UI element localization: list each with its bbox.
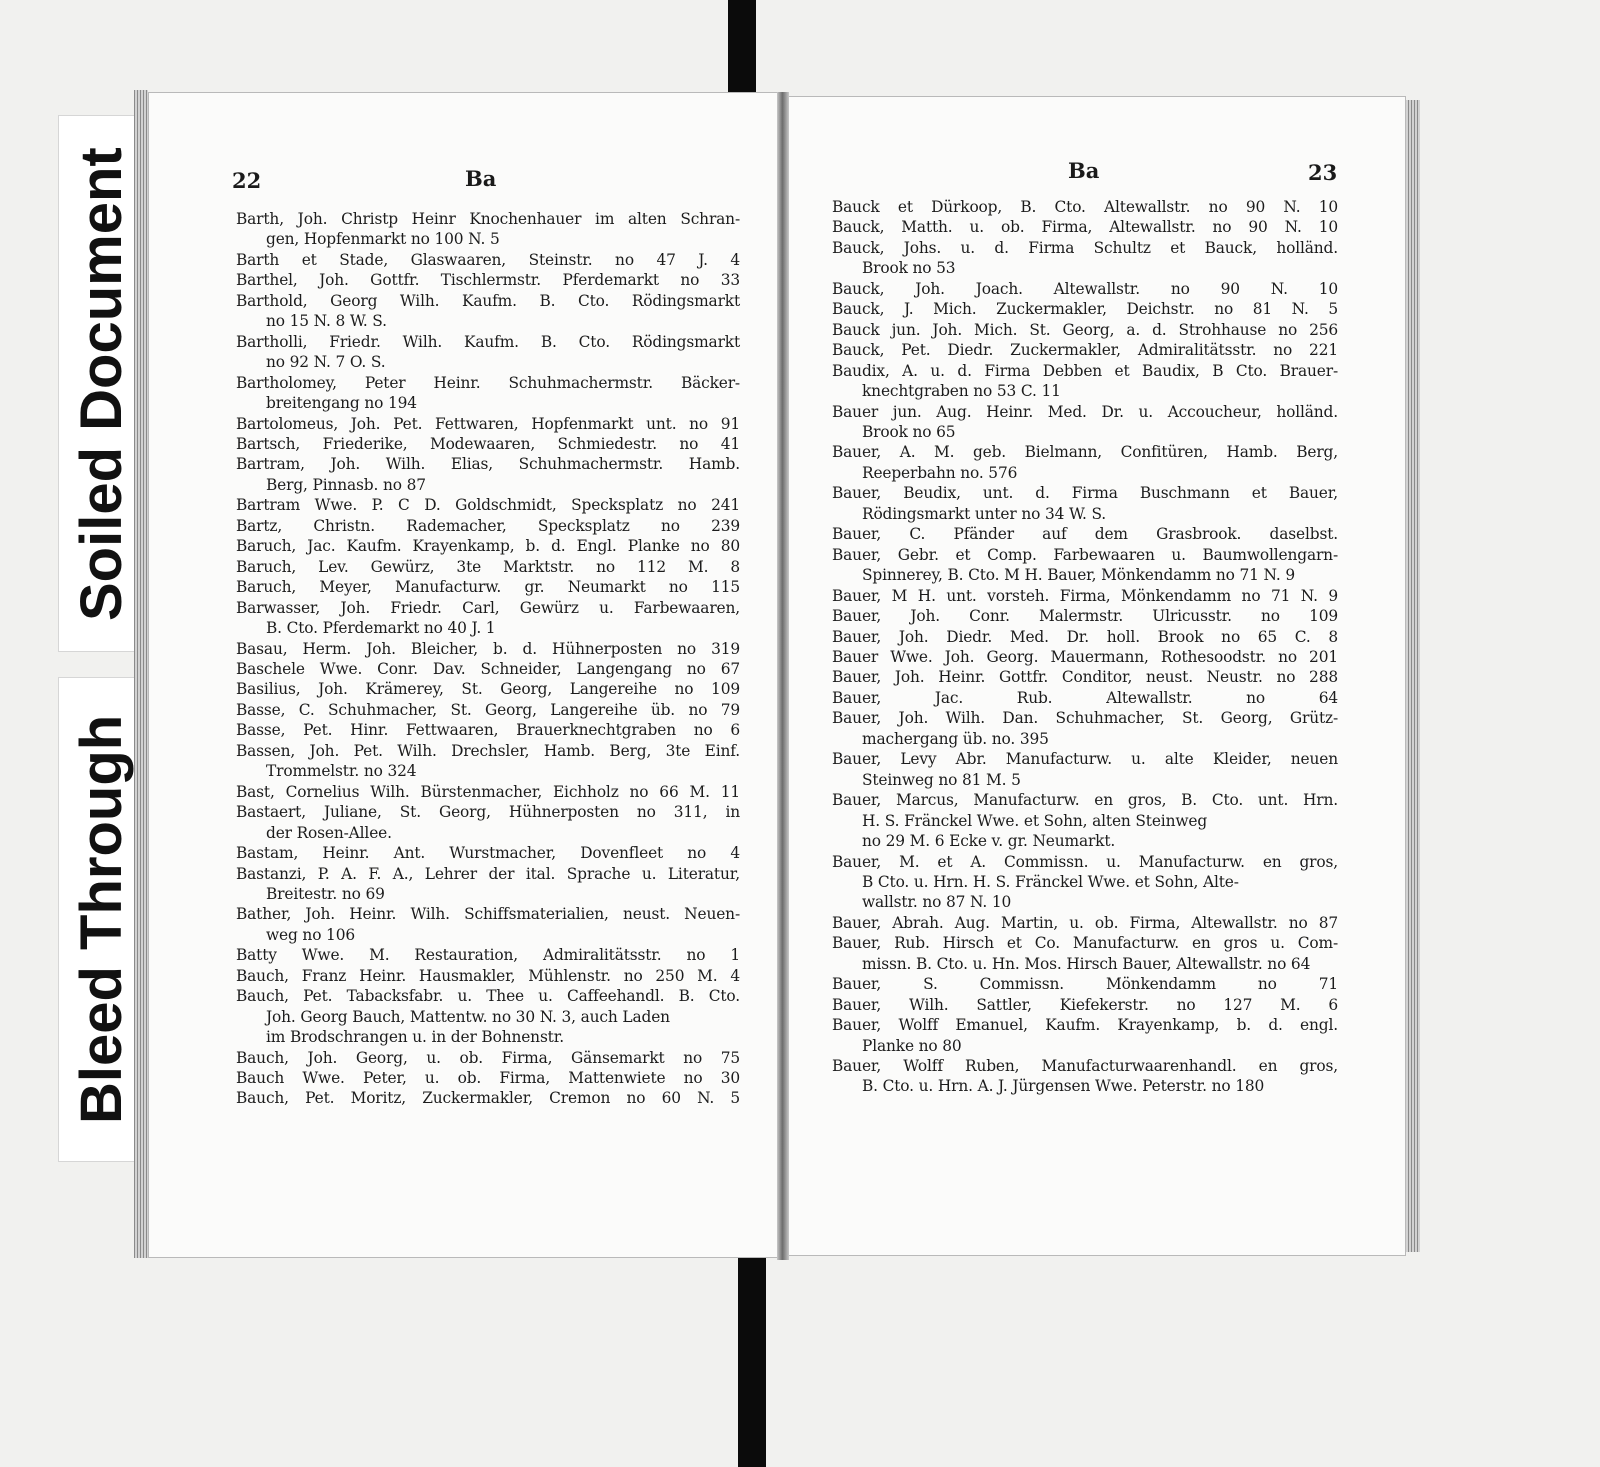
directory-entry-line: Bartholomey, Peter Heinr. Schuhmachermstr. Bäcker- bbox=[236, 373, 740, 392]
directory-entry-line: Bauer, Marcus, Manufacturw. en gros, B. Cto. unt. Hrn. bbox=[832, 791, 1338, 810]
entry-continuation-line: Steinweg no 81 M. 5 bbox=[862, 770, 1021, 789]
directory-entry-line: Bauch, Joh. Georg, u. ob. Firma, Gänsemarkt no 75 bbox=[236, 1048, 740, 1067]
directory-entry-line: Bauer, Joh. Conr. Malermstr. Ulricusstr. no 109 bbox=[832, 607, 1338, 626]
entry-continuation-line: missn. B. Cto. u. Hn. Mos. Hirsch Bauer, Altewallstr. no 64 bbox=[862, 954, 1311, 973]
directory-entry-line: Bauer, Joh. Diedr. Med. Dr. holl. Brook no 65 C. 8 bbox=[832, 627, 1338, 646]
directory-entry-line: Bauck et Dürkoop, B. Cto. Altewallstr. no 90 N. 10 bbox=[832, 198, 1338, 216]
bleed-through-text: Bleed Through bbox=[69, 714, 134, 1124]
directory-entry-line: Bauer, Wolff Emanuel, Kaufm. Krayenkamp, b. d. engl. bbox=[832, 1016, 1338, 1035]
entry-continuation-line: B. Cto. Pferdemarkt no 40 J. 1 bbox=[266, 619, 496, 638]
directory-entry-line: Bauck, Pet. Diedr. Zuckermakler, Admiralitätsstr. no 221 bbox=[832, 341, 1338, 360]
entry-continuation-line: B. Cto. u. Hrn. A. J. Jürgensen Wwe. Peterstr. no 180 bbox=[862, 1077, 1265, 1096]
directory-entry-line: Bassen, Joh. Pet. Wilh. Drechsler, Hamb. Berg, 3te Einf. bbox=[236, 741, 740, 760]
directory-entry-line: Baruch, Meyer, Manufacturw. gr. Neumarkt no 115 bbox=[236, 578, 740, 597]
entry-continuation-line: Brook no 53 bbox=[862, 259, 956, 278]
directory-entry-line: Bather, Joh. Heinr. Wilh. Schiffsmaterialien, neust. Neuen- bbox=[236, 905, 740, 924]
right-page-number: 23 bbox=[1308, 160, 1338, 185]
directory-entry-line: Bauer, Beudix, unt. d. Firma Buschmann et Bauer, bbox=[832, 484, 1338, 503]
entry-continuation-line: wallstr. no 87 N. 10 bbox=[862, 893, 1012, 912]
entry-continuation-line: no 92 N. 7 O. S. bbox=[266, 353, 386, 372]
soiled-document-text: Soiled Document bbox=[69, 146, 134, 621]
directory-entry-line: Bartolomeus, Joh. Pet. Fettwaren, Hopfenmarkt unt. no 91 bbox=[236, 414, 740, 433]
directory-entry-line: Bauer, Joh. Wilh. Dan. Schuhmacher, St. Georg, Grütz- bbox=[832, 709, 1338, 728]
directory-entry-line: Bauer, Levy Abr. Manufacturw. u. alte Kleider, neuen bbox=[832, 750, 1338, 769]
entry-continuation-line: Spinnerey, B. Cto. M H. Bauer, Mönkendamm no 71 N. 9 bbox=[862, 566, 1295, 585]
entry-continuation-line: Rödingsmarkt unter no 34 W. S. bbox=[862, 504, 1107, 523]
book-page-edges-left bbox=[134, 90, 148, 1258]
directory-entry-line: Bauer Wwe. Joh. Georg. Mauermann, Rothesoodstr. no 201 bbox=[832, 647, 1338, 666]
directory-entry-line: Baschele Wwe. Conr. Dav. Schneider, Langengang no 67 bbox=[236, 659, 740, 678]
bleed-through-label bbox=[58, 677, 146, 1162]
directory-entry-line: Bauer, Wolff Ruben, Manufacturwaarenhandl. en gros, bbox=[832, 1057, 1338, 1076]
entry-continuation-line: Berg, Pinnasb. no 87 bbox=[266, 475, 426, 494]
directory-entry-line: Baudix, A. u. d. Firma Debben et Baudix, B Cto. Brauer- bbox=[832, 361, 1338, 380]
directory-entry-line: Bauer, Wilh. Sattler, Kiefekerstr. no 127 M. 6 bbox=[832, 995, 1338, 1014]
directory-entry-line: Bauch, Pet. Tabacksfabr. u. Thee u. Caffeehandl. B. Cto. bbox=[236, 987, 740, 1006]
directory-entry-line: Bastam, Heinr. Ant. Wurstmacher, Dovenfleet no 4 bbox=[236, 844, 740, 863]
directory-entry-line: Bastanzi, P. A. F. A., Lehrer der ital. Sprache u. Literatur, bbox=[236, 864, 740, 883]
microfilm-spine-top bbox=[728, 0, 756, 96]
directory-entry-line: Bartram Wwe. P. C D. Goldschmidt, Specksplatz no 241 bbox=[236, 496, 740, 515]
entry-continuation-line: H. S. Fränckel Wwe. et Sohn, alten Steinweg bbox=[862, 811, 1208, 830]
directory-entry-line: Bauer, A. M. geb. Bielmann, Confitüren, Hamb. Berg, bbox=[832, 443, 1338, 462]
directory-entry-line: Barth et Stade, Glaswaaren, Steinstr. no 47 J. 4 bbox=[236, 250, 740, 269]
right-page-entries bbox=[832, 197, 1338, 1097]
right-section-heading: Ba bbox=[1068, 158, 1100, 183]
book-gutter bbox=[777, 92, 789, 1260]
directory-entry-line: Barthel, Joh. Gottfr. Tischlermstr. Pferdemarkt no 33 bbox=[236, 271, 740, 290]
directory-entry-line: Bastaert, Juliane, St. Georg, Hühnerposten no 311, in bbox=[236, 803, 740, 822]
directory-entry-line: Bauch Wwe. Peter, u. ob. Firma, Mattenwiete no 30 bbox=[236, 1069, 740, 1088]
entry-continuation-line: Breitestr. no 69 bbox=[266, 884, 385, 903]
directory-entry-line: Batty Wwe. M. Restauration, Admiralitätsstr. no 1 bbox=[236, 946, 740, 965]
entry-continuation-line: knechtgraben no 53 C. 11 bbox=[862, 382, 1061, 401]
directory-entry-line: Basse, Pet. Hinr. Fettwaaren, Brauerknechtgraben no 6 bbox=[236, 721, 740, 740]
entry-continuation-line: Trommelstr. no 324 bbox=[266, 762, 417, 781]
directory-entry-line: Baruch, Lev. Gewürz, 3te Marktstr. no 112 M. 8 bbox=[236, 557, 740, 576]
entry-continuation-line: breitengang no 194 bbox=[266, 394, 417, 413]
entry-continuation-line: no 15 N. 8 W. S. bbox=[266, 312, 387, 331]
directory-entry-line: Bauck jun. Joh. Mich. St. Georg, a. d. Strohhause no 256 bbox=[832, 320, 1338, 339]
entry-continuation-line: Brook no 65 bbox=[862, 422, 956, 441]
directory-entry-line: Basilius, Joh. Krämerey, St. Georg, Langereihe no 109 bbox=[236, 680, 740, 699]
entry-continuation-line: B Cto. u. Hrn. H. S. Fränckel Wwe. et Sohn, Alte- bbox=[862, 872, 1239, 891]
directory-entry-line: Bauer, Gebr. et Comp. Farbewaaren u. Baumwollengarn- bbox=[832, 545, 1338, 564]
microfilm-spine-bottom bbox=[738, 1258, 766, 1467]
entry-continuation-line: gen, Hopfenmarkt no 100 N. 5 bbox=[266, 230, 500, 249]
directory-entry-line: Basse, C. Schuhmacher, St. Georg, Langereihe üb. no 79 bbox=[236, 700, 740, 719]
soiled-document-label bbox=[58, 115, 146, 652]
directory-entry-line: Bauck, J. Mich. Zuckermakler, Deichstr. no 81 N. 5 bbox=[832, 300, 1338, 319]
entry-continuation-line: im Brodschrangen u. in der Bohnenstr. bbox=[266, 1028, 564, 1047]
directory-entry-line: Bartram, Joh. Wilh. Elias, Schuhmachermstr. Hamb. bbox=[236, 455, 740, 474]
directory-entry-line: Baruch, Jac. Kaufm. Krayenkamp, b. d. Engl. Planke no 80 bbox=[236, 537, 740, 556]
directory-entry-line: Bauch, Pet. Moritz, Zuckermakler, Cremon no 60 N. 5 bbox=[236, 1089, 740, 1108]
left-page-number: 22 bbox=[232, 168, 262, 193]
directory-entry-line: Bauer, S. Commissn. Mönkendamm no 71 bbox=[832, 975, 1338, 994]
directory-entry-line: Bauer, Rub. Hirsch et Co. Manufacturw. en gros u. Com- bbox=[832, 934, 1338, 953]
directory-entry-line: Bartholli, Friedr. Wilh. Kaufm. B. Cto. Rödingsmarkt bbox=[236, 332, 740, 351]
directory-entry-line: Bauer, Joh. Heinr. Gottfr. Conditor, neust. Neustr. no 288 bbox=[832, 668, 1338, 687]
directory-entry-line: Bauer jun. Aug. Heinr. Med. Dr. u. Accoucheur, holländ. bbox=[832, 402, 1338, 421]
left-section-heading: Ba bbox=[465, 166, 497, 191]
entry-continuation-line: machergang üb. no. 395 bbox=[862, 729, 1049, 748]
directory-entry-line: Barthold, Georg Wilh. Kaufm. B. Cto. Rödingsmarkt bbox=[236, 291, 740, 310]
directory-entry-line: Bauer, C. Pfänder auf dem Grasbrook. daselbst. bbox=[832, 525, 1338, 544]
directory-entry-line: Bauck, Johs. u. d. Firma Schultz et Bauck, holländ. bbox=[832, 238, 1338, 257]
directory-entry-line: Bartz, Christn. Rademacher, Specksplatz no 239 bbox=[236, 516, 740, 535]
left-page-entries bbox=[236, 209, 740, 1109]
entry-continuation-line: weg no 106 bbox=[266, 925, 355, 944]
directory-entry-line: Bauck, Joh. Joach. Altewallstr. no 90 N. 10 bbox=[832, 279, 1338, 298]
entry-continuation-line: der Rosen-Allee. bbox=[266, 823, 392, 842]
directory-entry-line: Bauer, Abrah. Aug. Martin, u. ob. Firma, Altewallstr. no 87 bbox=[832, 913, 1338, 932]
entry-continuation-line: Reeperbahn no. 576 bbox=[862, 463, 1018, 482]
directory-entry-line: Bauer, Jac. Rub. Altewallstr. no 64 bbox=[832, 688, 1338, 707]
directory-entry-line: Bauck, Matth. u. ob. Firma, Altewallstr. no 90 N. 10 bbox=[832, 218, 1338, 237]
book-page-edges-right bbox=[1406, 100, 1420, 1252]
entry-continuation-line: no 29 M. 6 Ecke v. gr. Neumarkt. bbox=[862, 832, 1116, 851]
directory-entry-line: Basau, Herm. Joh. Bleicher, b. d. Hühnerposten no 319 bbox=[236, 639, 740, 658]
directory-entry-line: Bauer, M. et A. Commissn. u. Manufacturw. en gros, bbox=[832, 852, 1338, 871]
directory-entry-line: Bauer, M H. unt. vorsteh. Firma, Mönkendamm no 71 N. 9 bbox=[832, 586, 1338, 605]
directory-entry-line: Bast, Cornelius Wilh. Bürstenmacher, Eichholz no 66 M. 11 bbox=[236, 782, 740, 801]
directory-entry-line: Barth, Joh. Christp Heinr Knochenhauer im alten Schran- bbox=[236, 210, 740, 228]
directory-entry-line: Barwasser, Joh. Friedr. Carl, Gewürz u. Farbewaaren, bbox=[236, 598, 740, 617]
directory-entry-line: Bartsch, Friederike, Modewaaren, Schmiedestr. no 41 bbox=[236, 434, 740, 453]
entry-continuation-line: Planke no 80 bbox=[862, 1036, 962, 1055]
entry-continuation-line: Joh. Georg Bauch, Mattentw. no 30 N. 3, auch Laden bbox=[266, 1007, 670, 1026]
directory-entry-line: Bauch, Franz Heinr. Hausmakler, Mühlenstr. no 250 M. 4 bbox=[236, 966, 740, 985]
